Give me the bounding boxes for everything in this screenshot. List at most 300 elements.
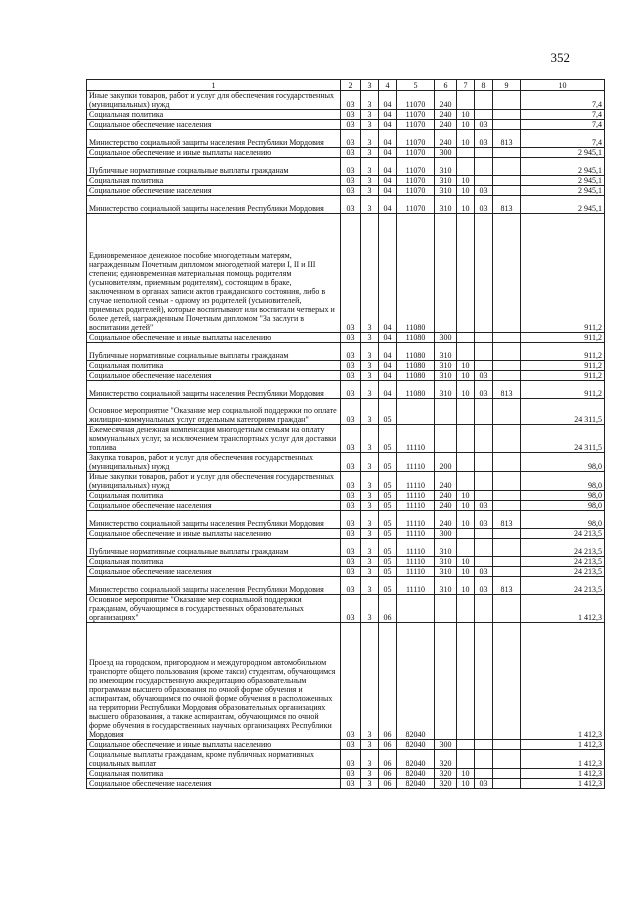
row-code-cell — [457, 453, 475, 472]
row-name-cell: Социальная политика — [87, 110, 341, 120]
table-row — [87, 343, 605, 361]
row-code-cell — [475, 425, 493, 453]
row-name-cell: Социальное обеспечение населения — [87, 501, 341, 511]
row-amount-cell: 24 311,5 — [521, 399, 605, 425]
row-code-cell: 04 — [379, 371, 397, 381]
row-code-cell: 10 — [457, 577, 475, 595]
row-code-cell: 11110 — [397, 511, 435, 529]
row-amount-cell: 911,2 — [521, 371, 605, 381]
row-code-cell: 11080 — [397, 343, 435, 361]
row-code-cell: 3 — [361, 539, 379, 557]
row-code-cell: 3 — [361, 130, 379, 148]
row-code-cell — [475, 750, 493, 769]
row-code-cell: 03 — [341, 769, 361, 779]
row-code-cell: 310 — [435, 196, 457, 214]
row-name-cell: Министерство социальной защиты населения Республики Мордовия — [87, 381, 341, 399]
row-code-cell: 300 — [435, 148, 457, 158]
header-cell: 4 — [379, 80, 397, 91]
header-cell: 7 — [457, 80, 475, 91]
row-code-cell: 04 — [379, 381, 397, 399]
row-code-cell: 310 — [435, 539, 457, 557]
table-row — [87, 740, 605, 750]
row-code-cell: 03 — [341, 472, 361, 491]
row-code-cell — [493, 343, 521, 361]
row-code-cell: 03 — [475, 567, 493, 577]
row-code-cell: 310 — [435, 371, 457, 381]
row-amount-cell: 98,0 — [521, 501, 605, 511]
row-code-cell: 813 — [493, 577, 521, 595]
row-code-cell: 05 — [379, 472, 397, 491]
row-code-cell: 310 — [435, 186, 457, 196]
row-name-cell: Социальное обеспечение населения — [87, 779, 341, 789]
row-code-cell — [493, 425, 521, 453]
row-code-cell — [475, 472, 493, 491]
row-code-cell: 03 — [341, 425, 361, 453]
row-code-cell: 200 — [435, 453, 457, 472]
row-code-cell — [435, 425, 457, 453]
row-code-cell: 240 — [435, 472, 457, 491]
row-code-cell — [475, 214, 493, 333]
row-code-cell: 04 — [379, 158, 397, 176]
row-code-cell — [457, 91, 475, 110]
row-code-cell: 05 — [379, 529, 397, 539]
row-code-cell: 04 — [379, 120, 397, 130]
row-code-cell: 11070 — [397, 148, 435, 158]
row-code-cell: 11110 — [397, 577, 435, 595]
row-code-cell: 3 — [361, 779, 379, 789]
row-amount-cell: 1 412,3 — [521, 769, 605, 779]
row-code-cell: 03 — [341, 371, 361, 381]
table-row — [87, 425, 605, 453]
row-code-cell — [493, 399, 521, 425]
row-code-cell: 03 — [341, 343, 361, 361]
row-code-cell — [457, 623, 475, 740]
row-code-cell: 03 — [341, 130, 361, 148]
row-code-cell: 03 — [341, 214, 361, 333]
table-row — [87, 567, 605, 577]
row-name-cell: Министерство социальной защиты населения Республики Мордовия — [87, 511, 341, 529]
row-code-cell: 11070 — [397, 120, 435, 130]
row-code-cell — [457, 740, 475, 750]
row-code-cell: 3 — [361, 120, 379, 130]
table-row — [87, 196, 605, 214]
row-code-cell: 320 — [435, 779, 457, 789]
row-code-cell: 82040 — [397, 769, 435, 779]
header-cell: 5 — [397, 80, 435, 91]
row-code-cell: 10 — [457, 110, 475, 120]
row-code-cell — [435, 623, 457, 740]
row-code-cell: 310 — [435, 176, 457, 186]
row-name-cell: Публичные нормативные социальные выплаты гражданам — [87, 158, 341, 176]
row-amount-cell: 7,4 — [521, 130, 605, 148]
row-code-cell: 03 — [475, 196, 493, 214]
row-name-cell: Социальное обеспечение и иные выплаты населению — [87, 740, 341, 750]
row-amount-cell: 24 213,5 — [521, 567, 605, 577]
row-amount-cell: 1 412,3 — [521, 595, 605, 623]
row-name-cell: Ежемесячная денежная компенсация многодетным семьям на оплату коммунальных услуг, за исключением транспортных услуг для доставки топлива — [87, 425, 341, 453]
table-row — [87, 158, 605, 176]
row-code-cell — [475, 361, 493, 371]
row-name-cell: Социальное обеспечение и иные выплаты населению — [87, 333, 341, 343]
row-code-cell: 11070 — [397, 130, 435, 148]
row-code-cell: 3 — [361, 750, 379, 769]
row-code-cell: 05 — [379, 453, 397, 472]
row-code-cell: 05 — [379, 501, 397, 511]
row-amount-cell: 1 412,3 — [521, 779, 605, 789]
row-code-cell — [493, 491, 521, 501]
row-code-cell: 04 — [379, 214, 397, 333]
header-row — [87, 80, 605, 91]
row-amount-cell: 911,2 — [521, 343, 605, 361]
row-code-cell — [475, 399, 493, 425]
row-code-cell: 82040 — [397, 740, 435, 750]
row-code-cell — [493, 595, 521, 623]
row-code-cell: 10 — [457, 196, 475, 214]
table-row — [87, 214, 605, 333]
row-code-cell — [493, 361, 521, 371]
row-code-cell — [457, 529, 475, 539]
row-code-cell: 11110 — [397, 491, 435, 501]
row-code-cell — [457, 214, 475, 333]
row-name-cell: Иные закупки товаров, работ и услуг для обеспечения государственных (муниципальных) нужд — [87, 472, 341, 491]
row-amount-cell: 1 412,3 — [521, 623, 605, 740]
row-code-cell: 10 — [457, 371, 475, 381]
row-code-cell — [457, 343, 475, 361]
row-code-cell: 10 — [457, 501, 475, 511]
row-code-cell: 300 — [435, 333, 457, 343]
row-amount-cell: 7,4 — [521, 91, 605, 110]
row-code-cell: 3 — [361, 557, 379, 567]
row-amount-cell: 98,0 — [521, 453, 605, 472]
row-code-cell: 11070 — [397, 158, 435, 176]
table-row — [87, 186, 605, 196]
header-cell: 2 — [341, 80, 361, 91]
table-row — [87, 333, 605, 343]
row-code-cell: 05 — [379, 557, 397, 567]
row-code-cell: 03 — [341, 491, 361, 501]
table-row — [87, 110, 605, 120]
row-code-cell: 06 — [379, 623, 397, 740]
row-code-cell — [493, 750, 521, 769]
row-code-cell: 3 — [361, 623, 379, 740]
row-code-cell: 04 — [379, 361, 397, 371]
row-code-cell: 10 — [457, 567, 475, 577]
row-code-cell: 04 — [379, 148, 397, 158]
row-code-cell: 04 — [379, 91, 397, 110]
row-amount-cell: 2 945,1 — [521, 176, 605, 186]
row-code-cell: 300 — [435, 529, 457, 539]
row-code-cell: 82040 — [397, 750, 435, 769]
row-code-cell: 3 — [361, 196, 379, 214]
row-code-cell — [493, 529, 521, 539]
row-code-cell: 3 — [361, 343, 379, 361]
row-code-cell — [397, 595, 435, 623]
row-code-cell: 06 — [379, 595, 397, 623]
row-code-cell: 11070 — [397, 186, 435, 196]
row-code-cell: 03 — [475, 130, 493, 148]
row-code-cell: 3 — [361, 595, 379, 623]
table-row — [87, 130, 605, 148]
row-code-cell — [475, 333, 493, 343]
row-code-cell: 03 — [341, 453, 361, 472]
row-code-cell: 11110 — [397, 501, 435, 511]
row-code-cell — [493, 120, 521, 130]
row-code-cell: 240 — [435, 491, 457, 501]
row-code-cell: 05 — [379, 567, 397, 577]
row-name-cell: Социальное обеспечение населения — [87, 567, 341, 577]
table-row — [87, 623, 605, 740]
row-code-cell: 10 — [457, 779, 475, 789]
row-code-cell: 3 — [361, 158, 379, 176]
table-row — [87, 381, 605, 399]
row-amount-cell: 2 945,1 — [521, 196, 605, 214]
row-amount-cell: 911,2 — [521, 214, 605, 333]
row-code-cell: 3 — [361, 91, 379, 110]
row-code-cell: 03 — [341, 740, 361, 750]
row-code-cell: 10 — [457, 381, 475, 399]
page-number: 352 — [550, 50, 570, 65]
row-code-cell: 3 — [361, 529, 379, 539]
row-code-cell — [493, 779, 521, 789]
row-code-cell: 310 — [435, 567, 457, 577]
row-code-cell — [475, 148, 493, 158]
row-code-cell: 11110 — [397, 539, 435, 557]
row-code-cell: 03 — [341, 567, 361, 577]
row-code-cell: 82040 — [397, 623, 435, 740]
row-amount-cell: 911,2 — [521, 361, 605, 371]
row-code-cell: 03 — [341, 779, 361, 789]
row-code-cell: 04 — [379, 333, 397, 343]
row-code-cell: 03 — [341, 750, 361, 769]
row-code-cell: 3 — [361, 425, 379, 453]
row-code-cell: 05 — [379, 491, 397, 501]
row-code-cell: 320 — [435, 750, 457, 769]
table-row — [87, 91, 605, 110]
row-code-cell — [493, 186, 521, 196]
row-code-cell — [457, 333, 475, 343]
row-code-cell: 10 — [457, 130, 475, 148]
row-code-cell — [457, 425, 475, 453]
row-code-cell: 03 — [341, 595, 361, 623]
row-amount-cell: 2 945,1 — [521, 158, 605, 176]
row-code-cell — [493, 214, 521, 333]
row-code-cell — [475, 91, 493, 110]
row-code-cell: 11080 — [397, 371, 435, 381]
row-amount-cell: 98,0 — [521, 491, 605, 501]
row-code-cell: 3 — [361, 511, 379, 529]
row-code-cell: 04 — [379, 130, 397, 148]
row-code-cell — [493, 623, 521, 740]
row-code-cell: 10 — [457, 120, 475, 130]
row-code-cell — [475, 110, 493, 120]
row-name-cell: Единовременное денежное пособие многодетным матерям, награжденным Почетным дипломом многодетной матери I, II и III степени; единовременная материальная помощь родителям (усыновителям, приемным родителям), состоящим в браке, заключенном в органах записи актов гражданского состояния, либо в случае неполной семьи - одному из родителей (усыновителей, приемных родителей), которые воспитывают или воспитали четверых и более детей, награжденным Почетным дипломом "За заслуги в воспитании детей" — [87, 214, 341, 333]
row-name-cell: Социальная политика — [87, 361, 341, 371]
header-cell: 6 — [435, 80, 457, 91]
row-amount-cell: 7,4 — [521, 120, 605, 130]
row-code-cell: 3 — [361, 453, 379, 472]
row-code-cell: 03 — [341, 529, 361, 539]
row-code-cell: 04 — [379, 176, 397, 186]
table-row — [87, 511, 605, 529]
row-code-cell: 310 — [435, 158, 457, 176]
row-code-cell — [435, 399, 457, 425]
row-code-cell: 03 — [341, 158, 361, 176]
row-code-cell — [493, 740, 521, 750]
budget-table — [86, 79, 605, 789]
row-code-cell: 300 — [435, 740, 457, 750]
row-code-cell — [493, 91, 521, 110]
table-row — [87, 539, 605, 557]
row-amount-cell: 98,0 — [521, 511, 605, 529]
row-code-cell: 10 — [457, 557, 475, 567]
row-name-cell: Основное мероприятие "Оказание мер социальной поддержки по оплате жилищно-коммунальных услуг отдельным категориям граждан" — [87, 399, 341, 425]
row-code-cell — [457, 750, 475, 769]
row-code-cell: 05 — [379, 511, 397, 529]
row-code-cell: 04 — [379, 196, 397, 214]
table-row — [87, 120, 605, 130]
row-code-cell — [475, 158, 493, 176]
row-code-cell: 03 — [341, 110, 361, 120]
table-row — [87, 371, 605, 381]
row-code-cell: 06 — [379, 769, 397, 779]
row-code-cell: 03 — [475, 381, 493, 399]
row-code-cell — [493, 333, 521, 343]
row-code-cell: 3 — [361, 371, 379, 381]
row-code-cell: 11110 — [397, 472, 435, 491]
row-code-cell: 813 — [493, 130, 521, 148]
row-code-cell: 03 — [475, 371, 493, 381]
row-code-cell: 11110 — [397, 529, 435, 539]
row-code-cell: 03 — [341, 333, 361, 343]
table-row — [87, 399, 605, 425]
table-row — [87, 769, 605, 779]
row-name-cell: Министерство социальной защиты населения Республики Мордовия — [87, 130, 341, 148]
row-name-cell: Министерство социальной защиты населения Республики Мордовия — [87, 577, 341, 595]
table-row — [87, 491, 605, 501]
row-code-cell — [475, 453, 493, 472]
row-code-cell — [475, 529, 493, 539]
row-code-cell: 03 — [341, 539, 361, 557]
row-amount-cell: 98,0 — [521, 472, 605, 491]
row-code-cell: 03 — [341, 381, 361, 399]
row-code-cell: 04 — [379, 110, 397, 120]
table-row — [87, 750, 605, 769]
row-code-cell: 03 — [341, 623, 361, 740]
row-code-cell — [493, 472, 521, 491]
row-code-cell: 3 — [361, 399, 379, 425]
row-code-cell — [457, 399, 475, 425]
row-name-cell: Социальные выплаты гражданам, кроме публичных нормативных социальных выплат — [87, 750, 341, 769]
row-code-cell: 03 — [341, 557, 361, 567]
row-name-cell: Публичные нормативные социальные выплаты гражданам — [87, 343, 341, 361]
row-code-cell: 11080 — [397, 214, 435, 333]
row-code-cell: 3 — [361, 577, 379, 595]
row-amount-cell: 1 412,3 — [521, 740, 605, 750]
row-name-cell: Социальная политика — [87, 769, 341, 779]
row-amount-cell: 24 213,5 — [521, 557, 605, 567]
row-code-cell: 3 — [361, 333, 379, 343]
row-code-cell: 06 — [379, 750, 397, 769]
header-cell: 3 — [361, 80, 379, 91]
row-code-cell — [475, 491, 493, 501]
row-code-cell: 10 — [457, 491, 475, 501]
row-code-cell: 11070 — [397, 196, 435, 214]
row-code-cell: 03 — [475, 577, 493, 595]
table-row — [87, 577, 605, 595]
row-code-cell: 3 — [361, 110, 379, 120]
row-amount-cell: 911,2 — [521, 333, 605, 343]
row-code-cell: 3 — [361, 361, 379, 371]
row-code-cell: 10 — [457, 511, 475, 529]
row-code-cell: 240 — [435, 120, 457, 130]
row-name-cell: Социальная политика — [87, 491, 341, 501]
row-code-cell: 03 — [341, 186, 361, 196]
row-code-cell — [475, 176, 493, 186]
table-row — [87, 453, 605, 472]
row-amount-cell: 24 311,5 — [521, 425, 605, 453]
row-name-cell: Публичные нормативные социальные выплаты гражданам — [87, 539, 341, 557]
row-code-cell: 03 — [475, 186, 493, 196]
row-code-cell: 03 — [475, 779, 493, 789]
table-row — [87, 557, 605, 567]
row-code-cell: 04 — [379, 343, 397, 361]
row-code-cell: 04 — [379, 186, 397, 196]
row-amount-cell: 1 412,3 — [521, 750, 605, 769]
row-code-cell: 240 — [435, 501, 457, 511]
row-code-cell: 03 — [341, 120, 361, 130]
row-code-cell — [493, 769, 521, 779]
row-code-cell: 11110 — [397, 557, 435, 567]
row-name-cell: Основное мероприятие "Оказание мер социальной поддержки гражданам, обучающимся в государственных образовательных организациях" — [87, 595, 341, 623]
table-row — [87, 595, 605, 623]
row-amount-cell: 911,2 — [521, 381, 605, 399]
row-name-cell: Социальное обеспечение населения — [87, 371, 341, 381]
row-code-cell — [397, 399, 435, 425]
row-code-cell — [493, 176, 521, 186]
header-cell: 8 — [475, 80, 493, 91]
row-code-cell: 03 — [341, 577, 361, 595]
row-code-cell — [493, 501, 521, 511]
row-code-cell: 10 — [457, 769, 475, 779]
row-code-cell: 310 — [435, 381, 457, 399]
table-row — [87, 779, 605, 789]
row-code-cell: 3 — [361, 214, 379, 333]
row-code-cell: 03 — [475, 501, 493, 511]
row-code-cell — [435, 595, 457, 623]
row-code-cell — [493, 110, 521, 120]
table-row — [87, 501, 605, 511]
row-code-cell: 813 — [493, 381, 521, 399]
row-code-cell: 11080 — [397, 381, 435, 399]
table-row — [87, 361, 605, 371]
row-code-cell — [493, 539, 521, 557]
row-code-cell — [493, 567, 521, 577]
row-code-cell — [457, 148, 475, 158]
header-cell: 10 — [521, 80, 605, 91]
row-code-cell: 05 — [379, 539, 397, 557]
row-name-cell: Закупка товаров, работ и услуг для обеспечения государственных (муниципальных) нужд — [87, 453, 341, 472]
row-code-cell: 310 — [435, 343, 457, 361]
row-code-cell — [493, 148, 521, 158]
row-code-cell — [475, 740, 493, 750]
row-code-cell: 06 — [379, 779, 397, 789]
row-code-cell — [475, 623, 493, 740]
row-code-cell: 03 — [475, 511, 493, 529]
row-code-cell: 03 — [341, 361, 361, 371]
row-amount-cell: 24 213,5 — [521, 529, 605, 539]
row-code-cell — [493, 453, 521, 472]
row-code-cell: 11080 — [397, 361, 435, 371]
